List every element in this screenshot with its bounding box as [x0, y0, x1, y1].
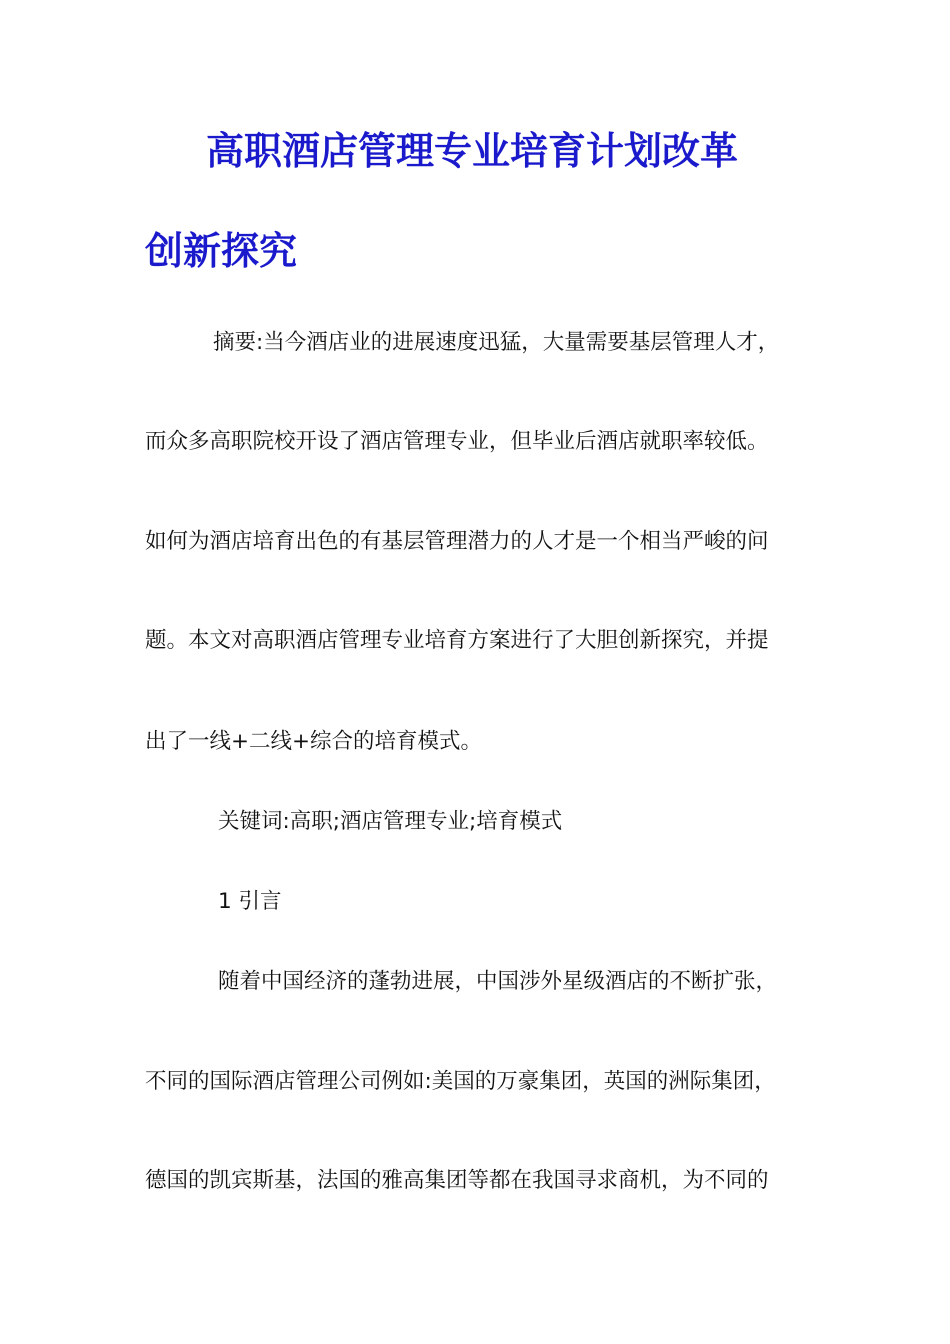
abstract-line-2: 而众多高职院校开设了酒店管理专业，但毕业后酒店就职率较低。 [145, 429, 769, 454]
document-title-line-1: 高职酒店管理专业培育计划改革 [206, 128, 739, 173]
abstract-line-3: 如何为酒店培育出色的有基层管理潜力的人才是一个相当严峻的问 [145, 529, 769, 554]
section-heading: 1 引言 [218, 889, 282, 914]
body-line-3: 德国的凯宾斯基，法国的雅高集团等都在我国寻求商机，为不同的 [145, 1168, 769, 1193]
body-line-2: 不同的国际酒店管理公司例如:美国的万豪集团，英国的洲际集团， [145, 1069, 776, 1094]
document-title-line-2: 创新探究 [145, 228, 298, 273]
body-line-1: 随着中国经济的蓬勃进展，中国涉外星级酒店的不断扩张， [218, 969, 778, 994]
keywords-line: 关键词:高职;酒店管理专业;培育模式 [218, 809, 563, 834]
abstract-line-4: 题。本文对高职酒店管理专业培育方案进行了大胆创新探究，并提 [145, 628, 769, 653]
abstract-line-1: 摘要:当今酒店业的进展速度迅猛，大量需要基层管理人才， [213, 330, 780, 355]
abstract-line-5: 出了一线+二线+综合的培育模式。 [145, 729, 483, 754]
